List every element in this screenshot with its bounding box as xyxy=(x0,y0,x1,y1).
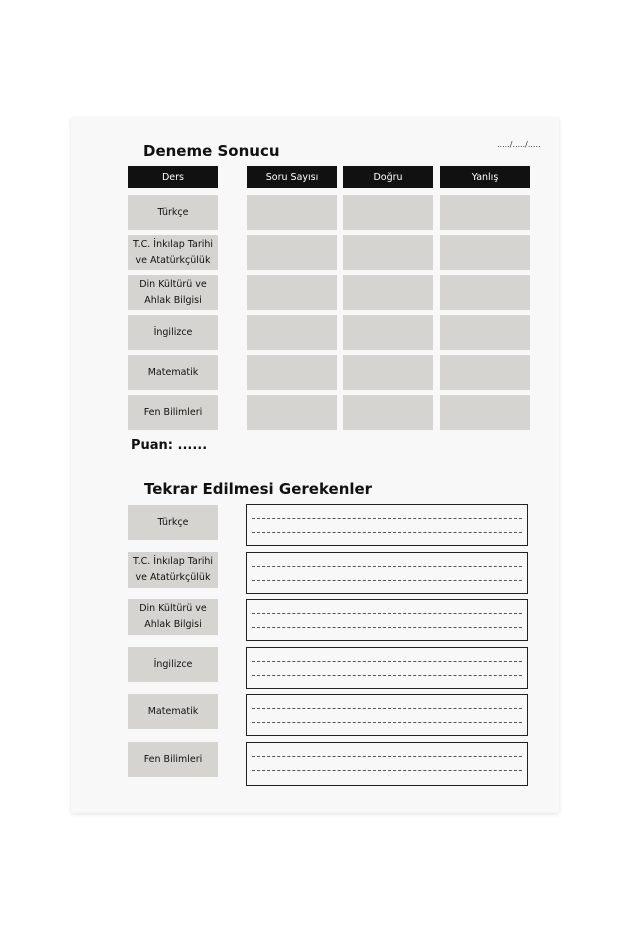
subject-label: T.C. İnkılap Tarihi ve Atatürkçülük xyxy=(128,235,218,270)
soru-sayisi-cell[interactable] xyxy=(247,315,337,350)
dogru-cell[interactable] xyxy=(343,355,433,390)
soru-sayisi-cell[interactable] xyxy=(247,275,337,310)
review-subject-label: Fen Bilimleri xyxy=(128,742,218,777)
dogru-cell[interactable] xyxy=(343,235,433,270)
header-soru-sayisi: Soru Sayısı xyxy=(247,166,337,188)
soru-sayisi-cell[interactable] xyxy=(247,355,337,390)
section-title-review: Tekrar Edilmesi Gerekenler xyxy=(144,480,373,498)
review-notes-box[interactable] xyxy=(246,599,528,641)
header-dogru: Doğru xyxy=(343,166,433,188)
header-ders: Ders xyxy=(128,166,218,188)
dogru-cell[interactable] xyxy=(343,195,433,230)
soru-sayisi-cell[interactable] xyxy=(247,195,337,230)
yanlis-cell[interactable] xyxy=(440,195,530,230)
header-yanlis: Yanlış xyxy=(440,166,530,188)
review-subject-label: İngilizce xyxy=(128,647,218,682)
subject-label: Fen Bilimleri xyxy=(128,395,218,430)
dogru-cell[interactable] xyxy=(343,315,433,350)
soru-sayisi-cell[interactable] xyxy=(247,395,337,430)
subject-label: Matematik xyxy=(128,355,218,390)
review-notes-box[interactable] xyxy=(246,694,528,736)
subject-label: İngilizce xyxy=(128,315,218,350)
review-notes-box[interactable] xyxy=(246,647,528,689)
review-subject-label: T.C. İnkılap Tarihi ve Atatürkçülük xyxy=(128,552,218,588)
yanlis-cell[interactable] xyxy=(440,235,530,270)
subject-label: Türkçe xyxy=(128,195,218,230)
date-field: ...../...../..... xyxy=(497,140,541,149)
review-subject-label: Din Kültürü ve Ahlak Bilgisi xyxy=(128,599,218,635)
review-subject-label: Türkçe xyxy=(128,505,218,540)
yanlis-cell[interactable] xyxy=(440,275,530,310)
yanlis-cell[interactable] xyxy=(440,395,530,430)
review-notes-box[interactable] xyxy=(246,504,528,546)
dogru-cell[interactable] xyxy=(343,395,433,430)
soru-sayisi-cell[interactable] xyxy=(247,235,337,270)
yanlis-cell[interactable] xyxy=(440,315,530,350)
dogru-cell[interactable] xyxy=(343,275,433,310)
score-label: Puan: ...... xyxy=(131,438,208,453)
section-title-results: Deneme Sonucu xyxy=(143,142,280,160)
yanlis-cell[interactable] xyxy=(440,355,530,390)
review-notes-box[interactable] xyxy=(246,742,528,786)
review-notes-box[interactable] xyxy=(246,552,528,594)
review-subject-label: Matematik xyxy=(128,694,218,729)
subject-label: Din Kültürü ve Ahlak Bilgisi xyxy=(128,275,218,310)
